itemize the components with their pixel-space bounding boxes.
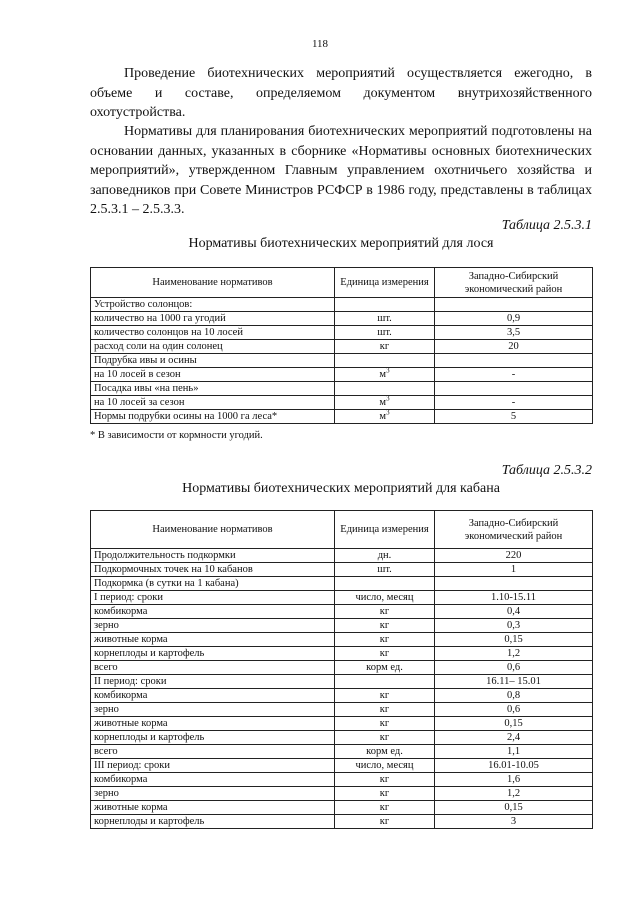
unit-exponent: 3 xyxy=(386,409,390,417)
row-value: 1.10-15.11 xyxy=(435,591,593,605)
boar-norms-table xyxy=(90,510,593,829)
table-row xyxy=(91,340,593,354)
row-unit xyxy=(335,549,435,563)
row-unit xyxy=(335,563,435,577)
table-row xyxy=(91,410,593,424)
unit-text: число, месяц xyxy=(355,592,414,603)
row-unit xyxy=(335,661,435,675)
row-value xyxy=(435,577,593,591)
table-row xyxy=(91,647,593,661)
unit-text: м xyxy=(379,397,387,408)
unit-text: корм ед. xyxy=(366,746,403,757)
table-row xyxy=(91,689,593,703)
row-unit xyxy=(335,368,435,382)
row-unit xyxy=(335,410,435,424)
row-value: - xyxy=(435,368,593,382)
table1-title: Нормативы биотехнических мероприятий для лося xyxy=(188,236,494,251)
row-value: 0,4 xyxy=(435,605,593,619)
row-name: количество солонцов на 10 лосей xyxy=(91,326,335,340)
row-unit xyxy=(335,647,435,661)
unit-text: шт. xyxy=(377,327,392,338)
table-row xyxy=(91,368,593,382)
table-row xyxy=(91,731,593,745)
table-row xyxy=(91,745,593,759)
row-value: 0,15 xyxy=(435,717,593,731)
header-region: Западно-Сибирский экономический район xyxy=(435,511,593,549)
unit-text: шт. xyxy=(377,564,392,575)
row-unit xyxy=(335,801,435,815)
row-name: зерно xyxy=(91,703,335,717)
table-row xyxy=(91,773,593,787)
unit-text: число, месяц xyxy=(355,760,414,771)
row-unit xyxy=(335,326,435,340)
row-name: Подкормочных точек на 10 кабанов xyxy=(91,563,335,577)
row-value: 0,6 xyxy=(435,703,593,717)
unit-text: кг xyxy=(379,634,390,645)
row-unit xyxy=(335,382,435,396)
table-row xyxy=(91,312,593,326)
row-unit xyxy=(335,396,435,410)
row-value: 1 xyxy=(435,563,593,577)
row-name: комбикорма xyxy=(91,605,335,619)
row-name: животные корма xyxy=(91,801,335,815)
table-row xyxy=(91,591,593,605)
row-value: 5 xyxy=(435,410,593,424)
row-unit xyxy=(335,298,435,312)
row-name: корнеплоды и картофель xyxy=(91,731,335,745)
moose-norms-table xyxy=(90,267,593,424)
unit-text: кг xyxy=(379,802,390,813)
unit-text: шт. xyxy=(377,313,392,324)
table1-caption: Таблица 2.5.3.1 xyxy=(501,218,592,233)
table2-title: Нормативы биотехнических мероприятий для кабана xyxy=(182,481,500,496)
row-name: зерно xyxy=(91,619,335,633)
unit-text: кг xyxy=(379,648,390,659)
row-value: 1,1 xyxy=(435,745,593,759)
row-value: 0,9 xyxy=(435,312,593,326)
row-name: зерно xyxy=(91,787,335,801)
header-unit: Единица измерения xyxy=(335,268,435,298)
unit-text: дн. xyxy=(377,550,392,561)
row-value: 220 xyxy=(435,549,593,563)
table-row xyxy=(91,815,593,829)
table-row xyxy=(91,354,593,368)
table-header-row xyxy=(91,268,593,298)
table-row xyxy=(91,619,593,633)
unit-text: кг xyxy=(379,341,390,352)
row-value: 16.11– 15.01 xyxy=(435,675,593,689)
unit-text: кг xyxy=(379,704,390,715)
row-unit xyxy=(335,745,435,759)
row-name: комбикорма xyxy=(91,689,335,703)
header-unit: Единица измерения xyxy=(335,511,435,549)
row-name: на 10 лосей за сезон xyxy=(91,396,335,410)
row-value: 0,3 xyxy=(435,619,593,633)
table-row xyxy=(91,703,593,717)
row-value: 16.01-10.05 xyxy=(435,759,593,773)
row-name: комбикорма xyxy=(91,773,335,787)
row-name: всего xyxy=(91,661,335,675)
header-region: Западно-Сибирский экономический район xyxy=(435,268,593,298)
row-unit xyxy=(335,619,435,633)
row-name: корнеплоды и картофель xyxy=(91,815,335,829)
row-name: количество на 1000 га угодий xyxy=(91,312,335,326)
row-unit xyxy=(335,773,435,787)
row-value: 0,8 xyxy=(435,689,593,703)
unit-text: кг xyxy=(379,690,390,701)
unit-exponent: 3 xyxy=(386,367,390,375)
row-unit xyxy=(335,717,435,731)
table-row xyxy=(91,605,593,619)
row-name: корнеплоды и картофель xyxy=(91,647,335,661)
row-value: 3 xyxy=(435,815,593,829)
unit-text: кг xyxy=(379,774,390,785)
row-name: III период: сроки xyxy=(91,759,335,773)
unit-text: кг xyxy=(379,718,390,729)
unit-exponent: 3 xyxy=(386,395,390,403)
header-name: Наименование нормативов xyxy=(91,511,335,549)
table-row xyxy=(91,382,593,396)
row-name: Посадка ивы «на пень» xyxy=(91,382,335,396)
row-value: 1,6 xyxy=(435,773,593,787)
row-name: на 10 лосей в сезон xyxy=(91,368,335,382)
row-unit xyxy=(335,577,435,591)
unit-text: кг xyxy=(379,606,390,617)
unit-text: кг xyxy=(379,620,390,631)
row-value: 2,4 xyxy=(435,731,593,745)
row-name: всего xyxy=(91,745,335,759)
row-unit xyxy=(335,312,435,326)
row-unit xyxy=(335,633,435,647)
table-row xyxy=(91,759,593,773)
page-number: 118 xyxy=(311,38,329,50)
row-name: Подкормка (в сутки на 1 кабана) xyxy=(91,577,335,591)
unit-text: кг xyxy=(379,816,390,827)
row-unit xyxy=(335,815,435,829)
row-unit xyxy=(335,703,435,717)
table-row xyxy=(91,675,593,689)
row-value xyxy=(435,354,593,368)
table-row xyxy=(91,396,593,410)
row-name: Нормы подрубки осины на 1000 га леса* xyxy=(91,410,335,424)
row-name: Подрубка ивы и осины xyxy=(91,354,335,368)
table-row xyxy=(91,326,593,340)
row-unit xyxy=(335,731,435,745)
row-name: Устройство солонцов: xyxy=(91,298,335,312)
row-value: 3,5 xyxy=(435,326,593,340)
unit-text: корм ед. xyxy=(366,662,403,673)
table2-caption: Таблица 2.5.3.2 xyxy=(501,463,592,478)
row-value: 0,6 xyxy=(435,661,593,675)
row-value: 0,15 xyxy=(435,633,593,647)
table-row xyxy=(91,717,593,731)
unit-text: м xyxy=(379,369,387,380)
table-row xyxy=(91,787,593,801)
table1-footnote: * В зависимости от кормности угодий. xyxy=(90,430,263,441)
table-header-row xyxy=(91,511,593,549)
row-unit xyxy=(335,340,435,354)
table-row xyxy=(91,563,593,577)
row-unit xyxy=(335,354,435,368)
row-name: животные корма xyxy=(91,717,335,731)
row-value: 1,2 xyxy=(435,647,593,661)
row-unit xyxy=(335,591,435,605)
table-row xyxy=(91,633,593,647)
row-unit xyxy=(335,787,435,801)
row-value: 20 xyxy=(435,340,593,354)
row-unit xyxy=(335,689,435,703)
row-unit xyxy=(335,605,435,619)
table-row xyxy=(91,577,593,591)
table-row xyxy=(91,801,593,815)
unit-text: кг xyxy=(379,788,390,799)
header-name: Наименование нормативов xyxy=(91,268,335,298)
unit-text: кг xyxy=(379,732,390,743)
row-name: II период: сроки xyxy=(91,675,335,689)
row-unit xyxy=(335,759,435,773)
row-value: 1,2 xyxy=(435,787,593,801)
row-value xyxy=(435,382,593,396)
row-unit xyxy=(335,675,435,689)
row-value: - xyxy=(435,396,593,410)
row-name: расход соли на один солонец xyxy=(91,340,335,354)
table-row xyxy=(91,661,593,675)
paragraph-1: Проведение биотехнических мероприятий осуществляется ежегодно, в объеме и составе, определяемом документом внутрихозяйственного охотустройства. xyxy=(90,66,592,120)
unit-text: м xyxy=(379,411,387,422)
table-row xyxy=(91,298,593,312)
row-value xyxy=(435,298,593,312)
row-name: животные корма xyxy=(91,633,335,647)
row-name: Продолжительность подкормки xyxy=(91,549,335,563)
row-name: I период: сроки xyxy=(91,591,335,605)
table-row xyxy=(91,549,593,563)
row-value: 0,15 xyxy=(435,801,593,815)
paragraph-2: Нормативы для планирования биотехнических мероприятий подготовлены на основании данных, указанных в сборнике «Нормативы основных биотехнических мероприятий», утвержденном Главным управлением охотничьего хозяйства и заповедников при Совете Министров РСФСР в 1986 году, представлены в таблицах 2.5.3.1 – 2.5.3.3. xyxy=(90,124,592,217)
